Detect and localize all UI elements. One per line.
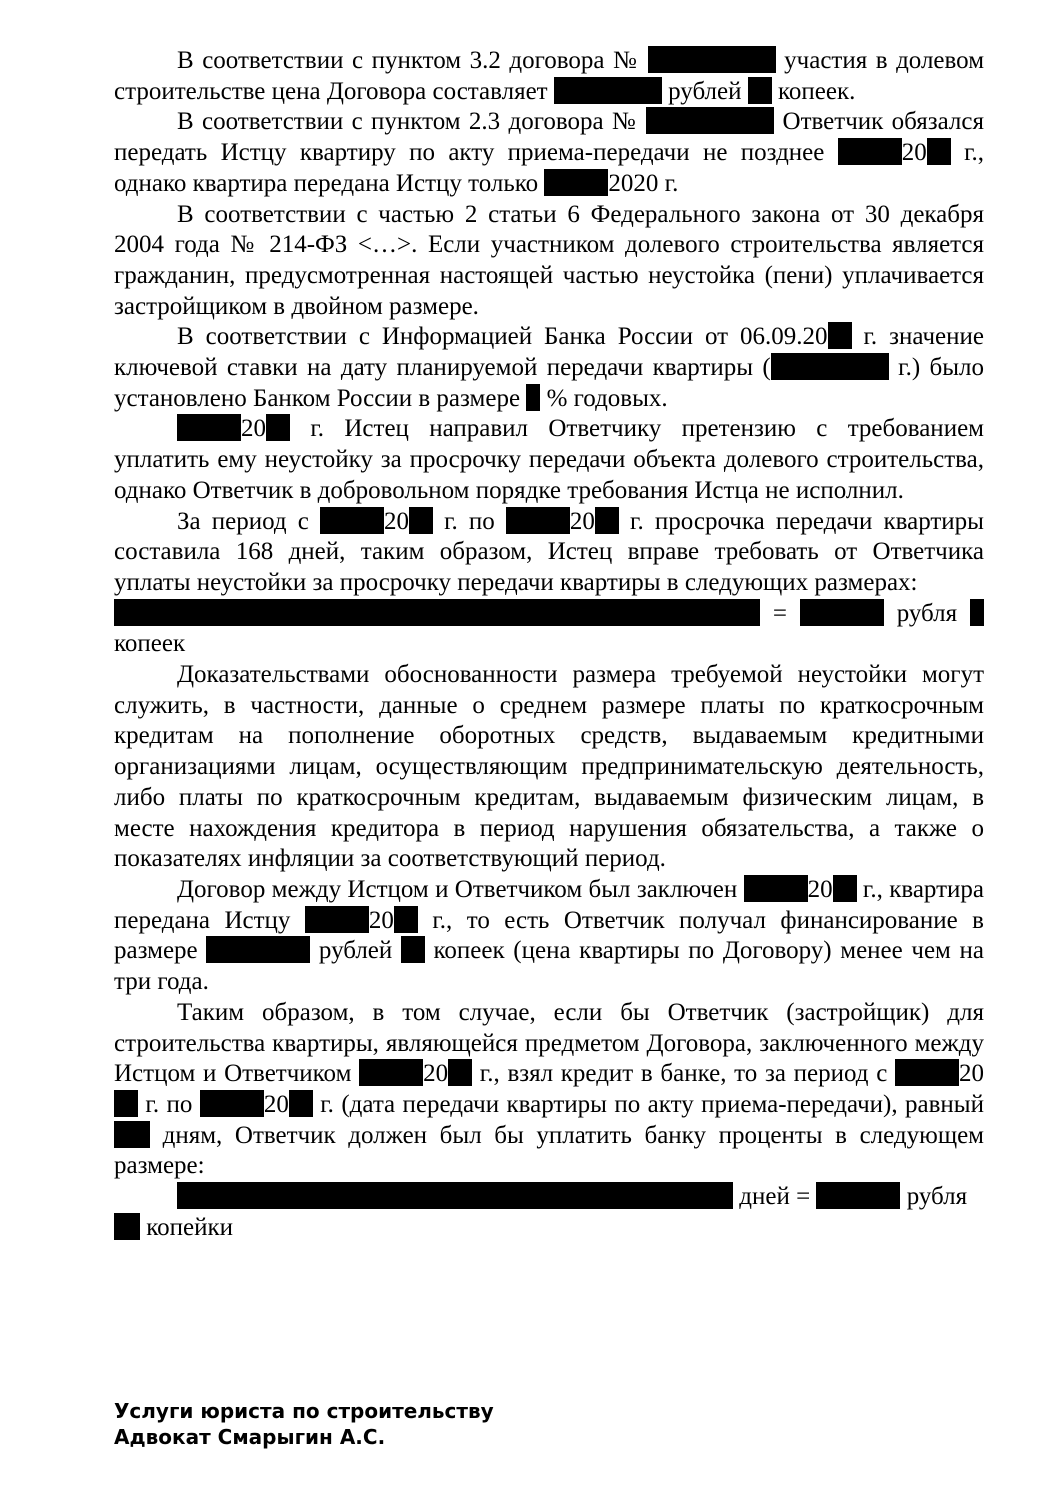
paragraph-handover-deadline <box>114 107 984 199</box>
paragraph-evidence <box>114 660 984 875</box>
redaction-block <box>744 875 808 902</box>
paragraph-key-rate <box>114 322 984 414</box>
text: Доказательствами обоснованности размера требуемой неустойки могут служить, в частности, данные о среднем размере платы по краткосрочным кредитам на пополнение оборотных средств, выдаваемым кредитными организациями лицам, осуществляющим предпринимательскую деятельность, либо платы по краткосрочным кредитам, выдаваемым физическим лицам, в месте нахождения кредитора в период нарушения обязательства, а также о показателях инфляции за соответствующий период. <box>114 661 984 873</box>
text: 20 <box>383 507 409 535</box>
redaction-block <box>927 138 951 165</box>
redaction-block <box>114 1213 140 1240</box>
text: дней = <box>733 1183 817 1211</box>
redaction-block <box>114 1121 150 1148</box>
redaction-block <box>544 169 608 196</box>
text: копейки <box>140 1213 234 1241</box>
paragraph-contract-financing <box>114 875 984 998</box>
document-body <box>114 46 984 1243</box>
text: В соответствии с частью 2 статьи 6 Федерального закона от 30 декабря 2004 года № 214-ФЗ <…>. Если участником долевого строительства является гражданин, предусмотренная настоящей частью неустойка (пени) уплачивается застройщиком в двойном размере. <box>114 200 984 320</box>
text: 20 <box>901 139 927 167</box>
text: 20 <box>241 415 266 443</box>
text: Договор между Истцом и Ответчиком был заключен <box>177 875 744 903</box>
paragraph-interest-calculation <box>114 1182 984 1243</box>
redaction-block <box>409 507 433 534</box>
redaction-block <box>595 507 619 534</box>
redaction-block <box>359 1059 423 1086</box>
redaction-block <box>833 875 857 902</box>
text: В соответствии с Информацией Банка России от 06.09.20 <box>177 323 828 351</box>
redaction-block <box>800 599 884 626</box>
redaction-block <box>828 322 852 349</box>
text: % годовых. <box>540 384 668 412</box>
text: г., взял кредит в банке, то за период с <box>472 1060 895 1088</box>
redaction-block <box>970 599 984 626</box>
text: участия в долевом строительстве цена Договора составляет <box>114 47 985 105</box>
paragraph-contract-price <box>114 46 984 107</box>
redaction-block <box>401 936 425 963</box>
text: Таким образом, в том случае, если бы Ответчик (застройщик) для строительства квартиры, являющейся предметом Договора, заключенного между Истцом и Ответчиком <box>114 998 984 1088</box>
paragraph-claim <box>114 414 984 506</box>
text: рублей <box>661 77 748 105</box>
text: За период с <box>177 507 320 535</box>
redaction-block <box>177 1182 733 1209</box>
text: г. по <box>138 1090 200 1118</box>
text: копеек. <box>771 77 856 105</box>
redaction-block <box>748 77 772 104</box>
text: 20 <box>959 1060 984 1088</box>
redaction-block <box>448 1059 472 1086</box>
redaction-block <box>177 414 241 441</box>
text: В соответствии с пунктом 2.3 договора № <box>177 108 647 136</box>
redaction-block <box>506 507 570 534</box>
redaction-block <box>114 1090 138 1117</box>
text: дням, Ответчик должен был бы уплатить банку проценты в следующем размере: <box>114 1121 984 1180</box>
redaction-block <box>895 1059 959 1086</box>
text: 20 <box>569 507 595 535</box>
redaction-block <box>838 138 902 165</box>
text: г. по <box>432 507 506 535</box>
redaction-block <box>646 107 774 134</box>
text: 20 <box>368 906 394 934</box>
redaction-block <box>289 1090 313 1117</box>
text: копеек <box>114 630 186 658</box>
redaction-block <box>305 906 369 933</box>
text: г.) было установлено Банком России в размере <box>114 354 984 412</box>
redaction-block <box>320 507 384 534</box>
footer-signature <box>114 1398 494 1450</box>
text: г., то есть Ответчик получал финансирование в размере <box>114 906 984 965</box>
text: 20 <box>423 1060 449 1088</box>
text: В соответствии с пунктом 3.2 договора № <box>177 47 648 74</box>
text: = <box>760 599 800 627</box>
text: рубля <box>883 599 970 627</box>
redaction-block <box>648 46 776 73</box>
text: 2020 г. <box>608 169 679 197</box>
redaction-block <box>771 353 889 380</box>
text: 20 <box>263 1090 289 1118</box>
text: рублей <box>310 937 401 965</box>
text: г. просрочка передачи квартиры составила 168 дней, таким образом, Истец вправе требовать от Ответчика уплаты неустойки за просрочку передачи квартиры в следующих размерах: <box>114 507 984 596</box>
paragraph-bank-credit <box>114 998 984 1182</box>
paragraph-penalty-calculation <box>114 599 984 660</box>
text: г., квартира передана Истцу <box>114 875 984 934</box>
redaction-block <box>266 414 290 441</box>
footer-service-line: Услуги юриста по строительству <box>114 1399 494 1423</box>
text: рубля <box>900 1183 968 1211</box>
redaction-block <box>816 1182 900 1209</box>
text: г. (дата передачи квартиры по акту приема-передачи), равный <box>312 1090 984 1118</box>
paragraph-federal-law <box>114 200 984 323</box>
text: г. Истец направил Ответчику претензию с требованием уплатить ему неустойку за просрочку передачи объекта долевого строительства, однако Ответчик в добровольном порядке требования Истца не исполнил. <box>114 415 984 504</box>
text: 20 <box>807 875 833 903</box>
redaction-block <box>200 1090 264 1117</box>
redaction-block <box>526 384 540 411</box>
redaction-block <box>394 906 418 933</box>
text: г. значение ключевой ставки на дату планируемой передачи квартиры ( <box>114 323 984 382</box>
text: г., однако квартира передана Истцу только <box>114 139 984 197</box>
redaction-block <box>554 77 662 104</box>
paragraph-delay-period <box>114 507 984 599</box>
text: Ответчик обязался передать Истцу квартиру по акту приема-передачи не позднее <box>114 108 984 167</box>
redaction-block <box>114 599 760 626</box>
footer-lawyer-name: Адвокат Смарыгин А.С. <box>114 1425 386 1449</box>
redaction-block <box>206 936 310 963</box>
text: копеек (цена квартиры по Договору) менее чем на три года. <box>114 937 984 996</box>
